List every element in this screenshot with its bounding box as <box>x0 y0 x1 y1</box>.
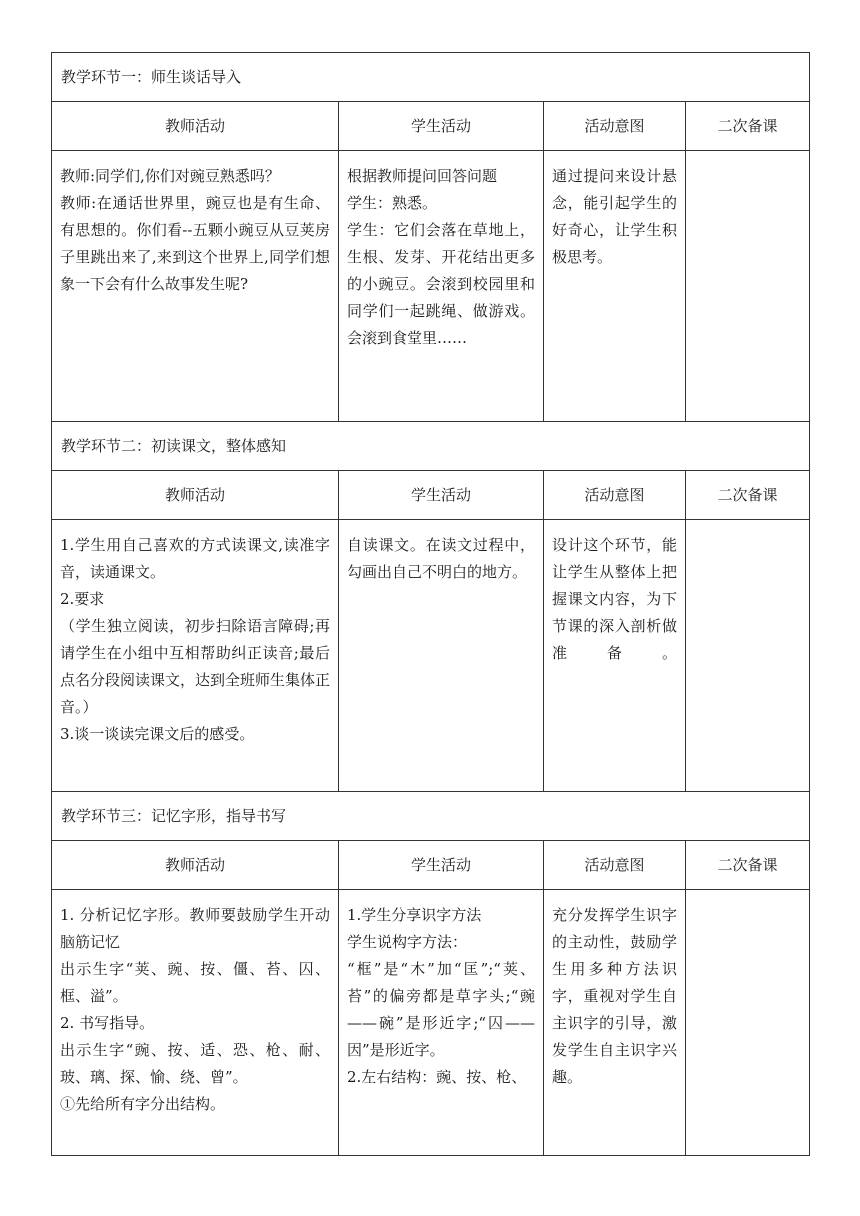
paragraph: 教师:在通话世界里，豌豆也是有生命、有思想的。你们看--五颗小豌豆从豆荚房子里跳出来了,来到这个世界上,同学们想象一下会有什么故事发生呢? <box>60 194 330 293</box>
second-prep-cell <box>686 520 810 792</box>
header-activity-intent: 活动意图 <box>544 841 686 890</box>
activity-intent-cell <box>544 890 686 1156</box>
paragraph: 1.学生分享识字方法 <box>347 906 482 924</box>
paragraph: 学生：它们会落在草地上，生根、发芽、开花结出更多的小豌豆。会滚到校园里和同学们一起跳绳、做游戏。会滚到食堂里…… <box>347 221 535 347</box>
teacher-activity-cell <box>52 890 339 1156</box>
section-row <box>52 422 810 471</box>
paragraph: 设计这个环节，能让学生从整体上把握课文内容，为下节课的深入剖析做准备。 <box>552 536 677 662</box>
activity-intent-cell <box>544 151 686 422</box>
header-second-prep: 二次备课 <box>686 471 810 520</box>
paragraph: “框”是“木”加“匡”;“荚、苔”的偏旁都是草字头;“豌——碗”是形近字;“囚——因”是形近字。 <box>347 960 535 1059</box>
paragraph: 2.左右结构：豌、按、枪、 <box>347 1068 527 1086</box>
teacher-activity-cell <box>52 151 339 422</box>
lesson-plan-table <box>51 52 810 1156</box>
student-activity-cell <box>339 151 544 422</box>
paragraph: 自读课文。在读文过程中，勾画出自己不明白的地方。 <box>347 536 535 581</box>
section-row <box>52 53 810 102</box>
header-second-prep: 二次备课 <box>686 102 810 151</box>
teacher-activity-cell <box>52 520 339 792</box>
header-activity-intent: 活动意图 <box>544 471 686 520</box>
content-row <box>52 151 810 422</box>
content-row <box>52 890 810 1156</box>
header-student-activity: 学生活动 <box>339 471 544 520</box>
header-student-activity: 学生活动 <box>339 841 544 890</box>
header-teacher-activity: 教师活动 <box>52 841 339 890</box>
header-row <box>52 102 810 151</box>
paragraph: 学生：熟悉。 <box>347 194 438 212</box>
paragraph: 1. 分析记忆字形。教师要鼓励学生开动脑筋记忆 <box>60 906 330 951</box>
section-title: 教学环节二：初读课文，整体感知 <box>52 422 810 471</box>
paragraph: 2. 书写指导。 <box>60 1014 155 1032</box>
paragraph: （学生独立阅读，初步扫除语言障碍;再请学生在小组中互相帮助纠正读音;最后点名分段阅读课文，达到全班师生集体正音。） <box>60 617 331 716</box>
section-title: 教学环节三：记忆字形，指导书写 <box>52 792 810 841</box>
header-teacher-activity: 教师活动 <box>52 102 339 151</box>
paragraph: 学生说构字方法： <box>347 933 468 951</box>
paragraph: 根据教师提问回答问题 <box>347 167 498 185</box>
student-activity-cell <box>339 890 544 1156</box>
second-prep-cell <box>686 890 810 1156</box>
paragraph: 充分发挥学生识字的主动性，鼓励学生用多种方法识字，重视对学生自主识字的引导，激发学生自主识字兴趣。 <box>552 906 677 1086</box>
paragraph: 出示生字“豌、按、适、恐、枪、耐、玻、璃、探、愉、绕、曾”。 <box>60 1041 330 1086</box>
header-activity-intent: 活动意图 <box>544 102 686 151</box>
header-student-activity: 学生活动 <box>339 102 544 151</box>
header-row <box>52 841 810 890</box>
paragraph: 1.学生用自己喜欢的方式读课文,读准字音，读通课文。 <box>60 536 330 581</box>
header-second-prep: 二次备课 <box>686 841 810 890</box>
paragraph: 教师:同学们,你们对豌豆熟悉吗？ <box>60 167 280 185</box>
section-row <box>52 792 810 841</box>
student-activity-cell <box>339 520 544 792</box>
paragraph: 通过提问来设计悬念，能引起学生的好奇心，让学生积极思考。 <box>552 167 677 266</box>
paragraph: 3.谈一谈读完课文后的感受。 <box>60 725 255 743</box>
paragraph: ①先给所有字分出结构。 <box>60 1095 226 1113</box>
content-row <box>52 520 810 792</box>
paragraph: 2.要求 <box>60 590 105 608</box>
section-title: 教学环节一：师生谈话导入 <box>52 53 810 102</box>
header-teacher-activity: 教师活动 <box>52 471 339 520</box>
header-row <box>52 471 810 520</box>
activity-intent-cell <box>544 520 686 792</box>
paragraph: 出示生字“荚、豌、按、僵、苔、囚、框、溢”。 <box>60 960 330 1005</box>
second-prep-cell <box>686 151 810 422</box>
